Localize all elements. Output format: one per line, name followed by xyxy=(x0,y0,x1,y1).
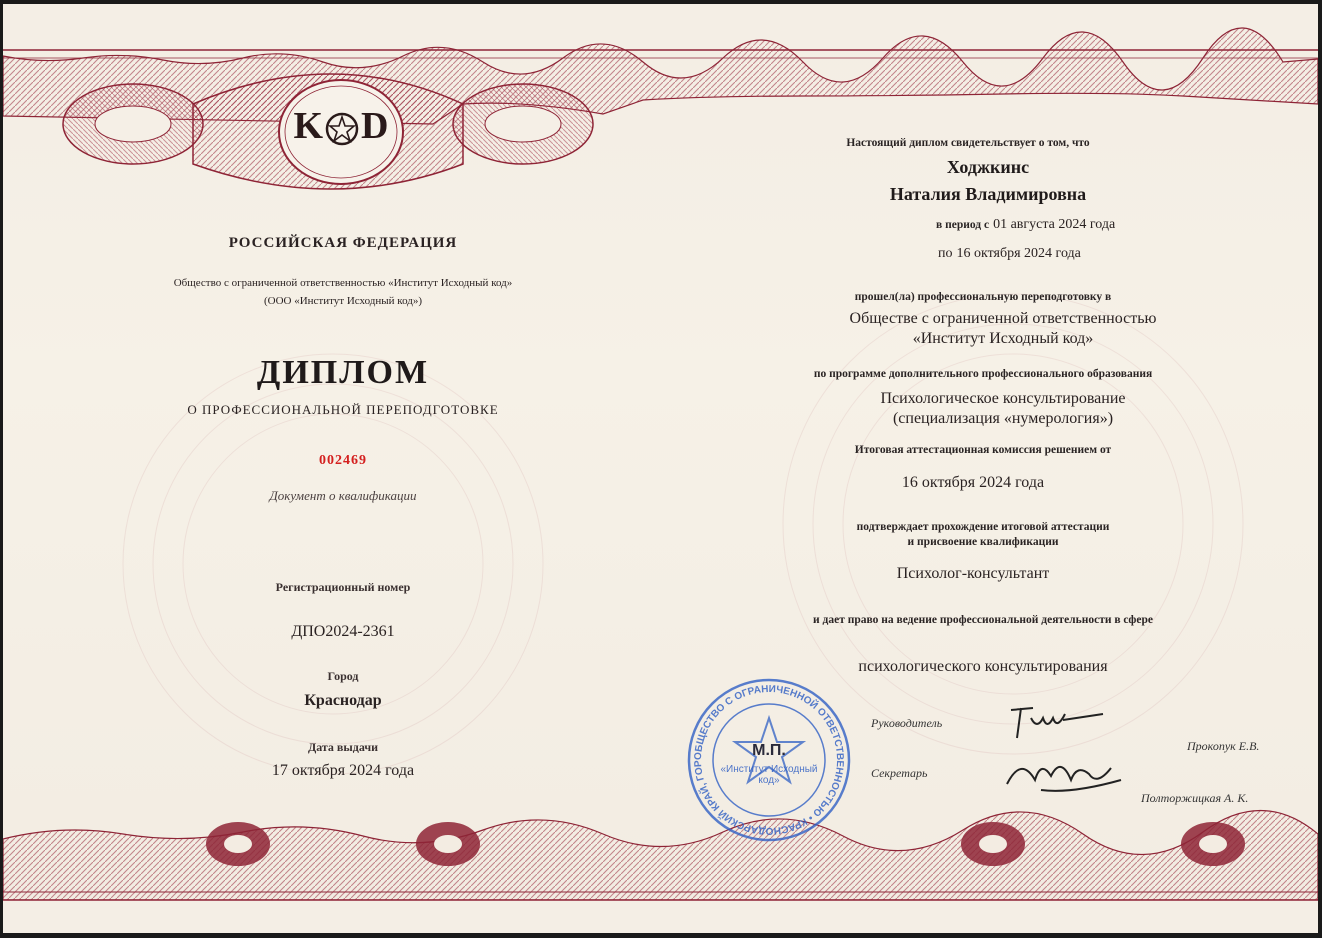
document-type: Документ о квалификации xyxy=(269,488,417,503)
period-from xyxy=(936,215,1236,233)
secretary-label: Секретарь xyxy=(871,766,928,780)
head-signature xyxy=(1003,700,1113,744)
confirm-line-2: и присвоение квалификации xyxy=(907,536,1059,548)
reg-number-label: Регистрационный номер xyxy=(275,580,411,594)
official-stamp xyxy=(685,676,853,844)
diploma-title: ДИПЛОМ xyxy=(256,354,430,391)
program-label: по программе дополнительного профессионального образования xyxy=(813,368,1153,380)
reg-number-value: ДПО2024-2361 xyxy=(291,623,395,640)
diploma-subtitle: О ПРОФЕССИОНАЛЬНОЙ ПЕРЕПОДГОТОВКЕ xyxy=(187,402,499,417)
org-short-name: (ООО «Институт Исходный код») xyxy=(263,295,423,307)
country-title: РОССИЙСКАЯ ФЕДЕРАЦИЯ xyxy=(228,235,458,251)
sphere-value: психологического консультирования xyxy=(858,658,1108,675)
logo-letter-d: D xyxy=(361,105,389,147)
period-from-label: в период с xyxy=(936,219,990,231)
recipient-surname: Ходжкинс xyxy=(946,157,1030,177)
secretary-name: Полторжицкая А. К. xyxy=(1141,791,1249,805)
confirm-line-1: подтверждает прохождение итоговой аттестации xyxy=(856,521,1110,533)
head-name: Прокопук Е.В. xyxy=(1187,739,1260,753)
right-label: и дает право на ведение профессиональной деятельности в сфере xyxy=(813,614,1153,626)
commission-label: Итоговая аттестационная комиссия решением от xyxy=(854,444,1112,456)
commission-date: 16 октября 2024 года xyxy=(901,474,1045,491)
org-line-1: Обществе с ограниченной ответственностью xyxy=(849,310,1157,327)
stamp-inner-text: «Институт Исходный код» xyxy=(720,764,818,786)
intro-text: Настоящий диплом свидетельствует о том, что xyxy=(846,137,1090,149)
diploma-sheet xyxy=(3,4,1318,933)
passed-label: прошел(ла) профессиональную переподготовку в xyxy=(854,291,1112,303)
qualification-value: Психолог-консультант xyxy=(896,565,1050,582)
city-value: Краснодар xyxy=(304,692,382,709)
period-from-date: 01 августа 2024 года xyxy=(993,217,1116,232)
diploma-number: 002469 xyxy=(319,453,367,468)
logo-star-icon xyxy=(325,112,359,146)
period-to-date: 16 октября 2024 года xyxy=(956,246,1081,261)
program-line-1: Психологическое консультирование xyxy=(880,390,1126,407)
recipient-name: Наталия Владимировна xyxy=(889,184,1087,204)
org-full-name: Общество с ограниченной ответственностью «Институт Исходный код» xyxy=(173,277,513,289)
stamp-mp: М.П. xyxy=(752,742,786,759)
logo-letter-k: K xyxy=(293,105,324,147)
period-to xyxy=(938,244,1188,262)
issue-date-value: 17 октября 2024 года xyxy=(271,762,415,779)
bottom-border xyxy=(3,810,1318,933)
city-label: Город xyxy=(327,669,359,683)
head-label: Руководитель xyxy=(871,716,943,730)
period-to-label: по xyxy=(938,246,953,261)
logo xyxy=(281,104,401,160)
secretary-signature xyxy=(1001,750,1131,800)
stamp-ring-text: ОБЩЕСТВО С ОГРАНИЧЕННОЙ ОТВЕТСТВЕННОСТЬЮ • КРАСНОДАРСКИЙ КРАЙ, ГОР xyxy=(692,683,846,837)
org-line-2: «Институт Исходный код» xyxy=(912,330,1094,347)
issue-date-label: Дата выдачи xyxy=(307,740,379,754)
program-line-2: (специализация «нумерология») xyxy=(892,410,1114,427)
